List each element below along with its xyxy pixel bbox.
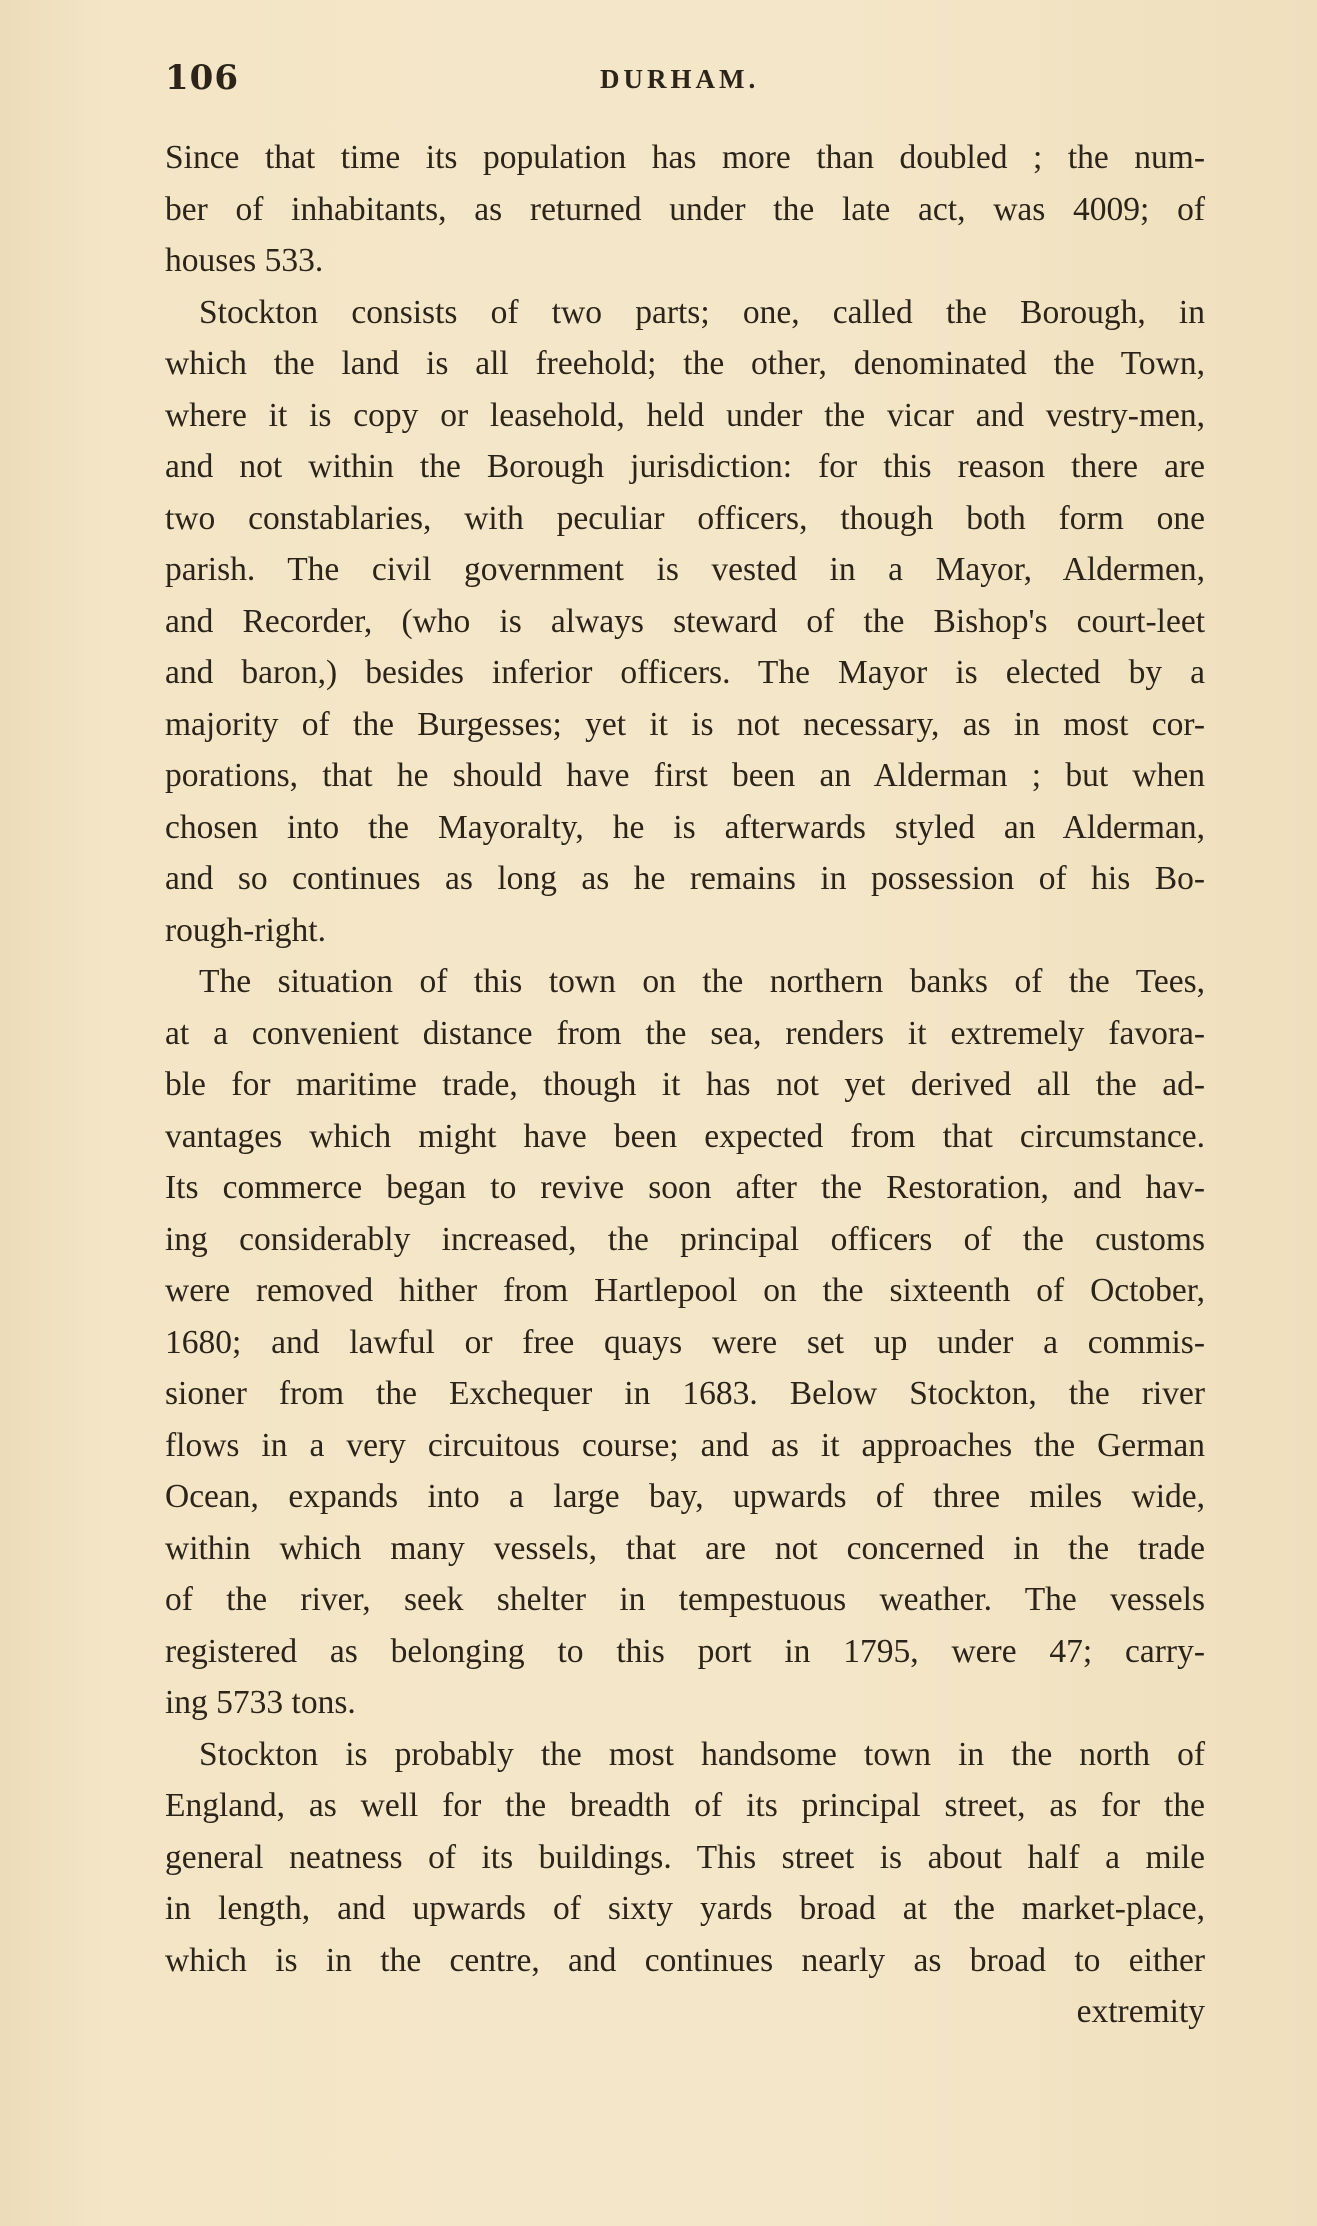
text-line: England, as well for the breadth of its principal street, as for the [165,1787,1205,1824]
text-line: ble for maritime trade, though it has not yet derived all the ad- [165,1066,1205,1103]
text-line: flows in a very circuitous course; and as it approaches the German [165,1426,1205,1464]
text-line: and not within the Borough jurisdiction: for this reason there are [165,448,1205,485]
catchword: extremity [1076,1993,1205,2030]
text-line: within which many vessels, that are not concerned in the trade [165,1529,1205,1567]
text-line: Stockton is probably the most handsome town in the north of [199,1735,1205,1773]
text-line: rough-right. [165,911,326,949]
text-line: parish. The civil government is vested in a Mayor, Aldermen, [165,551,1205,588]
text-line: majority of the Burgesses; yet it is not necessary, as in most cor- [165,705,1205,743]
text-line: Ocean, expands into a large bay, upwards of three miles wide, [165,1478,1205,1515]
text-line: ing considerably increased, the principal officers of the customs [165,1220,1205,1258]
text-line: Its commerce began to revive soon after the Restoration, and hav- [165,1169,1205,1206]
text-line: ing 5733 tons. [165,1684,356,1721]
text-line: and so continues as long as he remains in possession of his Bo- [165,860,1205,897]
text-line: at a convenient distance from the sea, renders it extremely favora- [165,1014,1205,1052]
text-line: two constablaries, with peculiar officers, though both form one [165,499,1205,537]
text-line: houses 533. [165,242,324,279]
text-line: which the land is all freehold; the other, denominated the Town, [165,345,1205,382]
text-line: 1680; and lawful or free quays were set up under a commis- [165,1323,1205,1361]
text-line: chosen into the Mayoralty, he is afterwards styled an Alderman, [165,808,1205,846]
text-line: in length, and upwards of sixty yards broad at the market-place, [165,1890,1205,1927]
page-number: 106 [165,58,239,98]
page-header [165,58,1205,102]
running-head: DURHAM. [600,64,760,94]
text-line: ber of inhabitants, as returned under the late act, was 4009; of [165,190,1205,228]
text-line: vantages which might have been expected from that circumstance. [165,1117,1205,1155]
body-text [165,132,1205,2038]
text-line: The situation of this town on the northern banks of the Tees, [199,963,1205,1000]
text-line: registered as belonging to this port in 1795, were 47; carry- [165,1632,1205,1670]
text-line: Stockton consists of two parts; one, called the Borough, in [199,293,1205,331]
text-line: and baron,) besides inferior officers. The Mayor is elected by a [165,654,1205,691]
text-line: Since that time its population has more than doubled ; the num- [165,139,1205,176]
text-line: general neatness of its buildings. This street is about half a mile [165,1838,1205,1876]
text-line: sioner from the Exchequer in 1683. Below Stockton, the river [165,1375,1205,1412]
text-line: were removed hither from Hartlepool on the sixteenth of October, [165,1272,1205,1309]
text-line: where it is copy or leasehold, held under the vicar and vestry-men, [165,396,1205,434]
text-line: of the river, seek shelter in tempestuous weather. The vessels [165,1581,1205,1618]
text-line: which is in the centre, and continues nearly as broad to either [165,1941,1205,1979]
text-line: porations, that he should have first been an Alderman ; but when [165,757,1205,794]
text-line: and Recorder, (who is always steward of the Bishop's court-leet [165,602,1205,640]
